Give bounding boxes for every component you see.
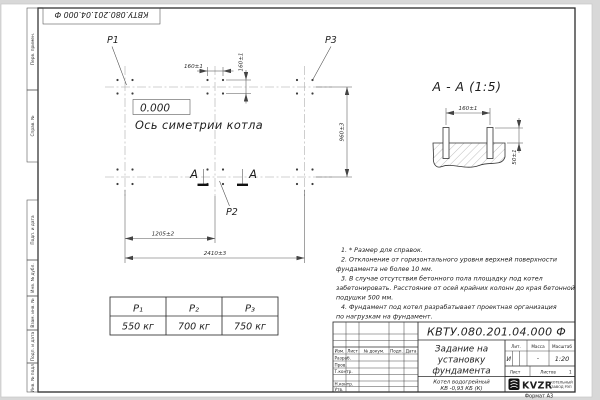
- row-razrab: Разраб.: [334, 355, 351, 361]
- marker-p3-label: P3: [325, 35, 337, 46]
- note-line: 4. Фундамент под котел разрабатывает проектная организация: [341, 304, 557, 311]
- section-dim-protrusion-text: 50±1: [512, 149, 518, 165]
- col-data: Дата: [405, 348, 417, 354]
- section-letter-left: А: [190, 167, 198, 181]
- side-label-sprav-n: Справ. №: [31, 115, 37, 137]
- mass-value: -: [536, 355, 540, 362]
- side-label-vzam-inv: Взам. инв. №: [31, 298, 37, 328]
- format-label: Формат А3: [524, 393, 554, 400]
- anchor-bolt-dot: [296, 79, 298, 81]
- section-bolt-left: [443, 128, 449, 159]
- note-line: 3. В случае отсутствия бетонного пола площадку под котел: [341, 275, 543, 283]
- note-line: 2. Отклонение от горизонтального уровня верхней поверхности: [341, 256, 557, 264]
- anchor-bolt-dot: [222, 168, 224, 170]
- anchor-bolt-dot: [206, 79, 208, 81]
- section-bolt-right: [487, 128, 493, 159]
- row-utv: Утв.: [334, 387, 344, 392]
- load-table-value-p2: 700 кг: [178, 321, 210, 333]
- side-label-perv-primen: Перв. примен.: [31, 32, 37, 66]
- anchor-bolt-dot: [311, 183, 313, 185]
- load-table-header-p3: P₃: [244, 303, 256, 315]
- marker-p1-label: P1: [107, 35, 119, 46]
- row-prov: Пров.: [334, 362, 347, 368]
- lit-value: И: [506, 356, 511, 363]
- anchor-bolt-dot: [116, 183, 118, 185]
- doc-title-line2: установку: [437, 355, 486, 366]
- doc-title-line3: фундамента: [432, 366, 491, 377]
- side-label-inv-dubl: Инв. № дубл.: [31, 263, 37, 293]
- title-block-designation: КВТУ.080.201.04.000 Ф: [426, 325, 567, 339]
- scale-value: 1:20: [554, 355, 570, 363]
- anchor-bolt-dot: [116, 79, 118, 81]
- dim-full-width-text: 2410±3: [203, 251, 227, 257]
- row-nkontr: Н.контр.: [334, 381, 354, 387]
- doc-title-line1: Задание на: [434, 344, 489, 355]
- anchor-bolt-dot: [222, 92, 224, 94]
- load-table-value-p1: 550 кг: [122, 321, 154, 333]
- anchor-bolt-dot: [296, 92, 298, 94]
- load-table: [110, 297, 278, 335]
- scale-header: Масштаб: [552, 344, 572, 349]
- sheets-label: Листов: [540, 369, 556, 375]
- col-list: Лист: [347, 348, 358, 354]
- note-line: фундамента не более 10 мм.: [336, 266, 433, 273]
- col-izm: Изм.: [334, 348, 345, 354]
- side-label-podp-data-2: Подп. и дата: [31, 331, 37, 362]
- marker-p2-label: P2: [226, 207, 238, 218]
- product-line2: КВ -0,93 КБ (К): [440, 386, 483, 392]
- anchor-bolt-dot: [131, 79, 133, 81]
- top-designation-text: КВТУ.080.201.04.000 Ф: [54, 10, 149, 19]
- anchor-bolt-dot: [222, 183, 224, 185]
- anchor-bolt-dot: [131, 168, 133, 170]
- load-table-header-p1: P₁: [132, 303, 144, 315]
- note-line: 1. * Размер для справок.: [341, 247, 423, 254]
- col-dokum: № докум.: [363, 348, 385, 354]
- row-tkontr: Т.контр.: [334, 369, 353, 374]
- logo-sub2: ЗАВОД РЭП: [551, 385, 572, 389]
- dim-row-spacing-text: 960±3: [339, 122, 346, 142]
- mass-header: Масса: [531, 344, 545, 349]
- sheet-label: Лист: [509, 369, 521, 375]
- load-table-header-p2: P₂: [188, 303, 200, 315]
- anchor-bolt-dot: [131, 92, 133, 94]
- sheets-value: 1: [569, 369, 572, 375]
- note-line: забетонировать. Расстояние от осей крайних колонн до края бетонной: [336, 285, 575, 292]
- logo-emblem-icon: [509, 379, 520, 391]
- dim-half-width-text: 1205±2: [151, 231, 175, 238]
- anchor-bolt-dot: [296, 183, 298, 185]
- section-dim-spacing-text: 160±1: [458, 106, 478, 112]
- logo-sub1: КОТЕЛЬНЫЙ: [550, 380, 573, 385]
- product-line1: Котел водогрейный: [433, 379, 490, 386]
- anchor-bolt-dot: [311, 92, 313, 94]
- section-view-title: А - А (1:5): [432, 79, 502, 94]
- anchor-bolt-dot: [131, 183, 133, 185]
- anchor-bolt-dot: [116, 92, 118, 94]
- anchor-bolt-dot: [206, 168, 208, 170]
- elevation-value: 0.000: [140, 102, 171, 115]
- load-table-value-p3: 750 кг: [234, 321, 266, 333]
- section-letter-right: А: [249, 167, 257, 181]
- note-line: подушки 500 мм.: [336, 294, 394, 302]
- note-line: по нагрузкам на фундамент.: [336, 313, 433, 321]
- side-label-podp-data-1: Подп. и дата: [31, 215, 37, 245]
- anchor-bolt-dot: [296, 168, 298, 170]
- side-label-inv-podl: Инв. № подл.: [31, 362, 37, 393]
- col-podp: Подп.: [390, 348, 403, 354]
- anchor-bolt-dot: [206, 92, 208, 94]
- lit-header: Лит.: [511, 344, 521, 349]
- anchor-bolt-dot: [311, 168, 313, 170]
- anchor-bolt-dot: [116, 168, 118, 170]
- logo-text: KVZR: [522, 380, 553, 392]
- dim-bolt-y-text: 160±1: [238, 52, 245, 72]
- axis-symmetry-label: Ось симетрии котла: [135, 119, 264, 132]
- dim-bolt-x-text: 160±1: [184, 64, 203, 70]
- anchor-bolt-dot: [222, 79, 224, 81]
